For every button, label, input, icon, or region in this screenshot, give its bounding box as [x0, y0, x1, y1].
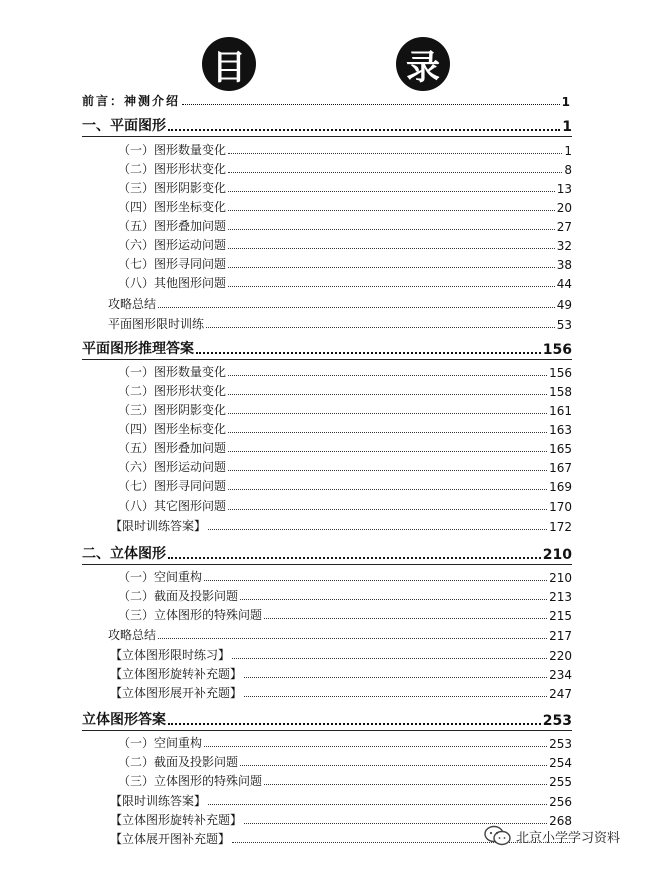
entry-label: （二）图形形状变化 [118, 162, 227, 176]
section-page: 210 [542, 547, 572, 563]
dot-leader [228, 209, 555, 211]
entry-label: 【限时训练答案】 [110, 794, 207, 808]
entry-label: （一）空间重构 [118, 570, 203, 584]
entry-label: 【立体图形旋转补充题】 [110, 667, 243, 681]
entry-page: 165 [549, 442, 572, 456]
toc-entry[interactable] [118, 734, 572, 751]
entry-page: 167 [549, 461, 572, 475]
entry-page: 170 [549, 500, 572, 514]
entry-page: 210 [549, 571, 572, 585]
dot-leader [232, 657, 547, 659]
dot-leader [204, 579, 547, 581]
entry-label: （六）图形运动问题 [118, 460, 227, 474]
entry-page: 255 [549, 775, 572, 789]
dot-leader [208, 803, 547, 805]
section-divider [82, 359, 572, 360]
toc-entry[interactable] [118, 255, 572, 272]
toc-entry[interactable] [118, 568, 572, 585]
dot-leader [228, 393, 547, 395]
entry-label: 攻略总结 [108, 297, 157, 311]
entry-label: 前言：神测介绍 [82, 94, 181, 108]
entry-label: （三）立体图形的特殊问题 [118, 774, 263, 788]
dot-leader [264, 617, 547, 619]
toc-entry[interactable] [118, 439, 572, 456]
entry-page: 217 [549, 629, 572, 643]
dot-leader [196, 351, 541, 354]
entry-page: 20 [556, 201, 572, 215]
toc-entry[interactable] [118, 160, 572, 177]
dot-leader [244, 822, 547, 824]
dot-leader [228, 412, 547, 414]
dot-leader [182, 103, 560, 105]
toc-entry[interactable] [108, 626, 572, 643]
entry-label: 攻略总结 [108, 628, 157, 642]
section-title: 平面图形推理答案 [82, 341, 194, 357]
toc-entry[interactable] [118, 179, 572, 196]
dot-leader [228, 247, 555, 249]
dot-leader [228, 450, 547, 452]
entry-page: 172 [549, 520, 572, 534]
entry-page: 32 [556, 239, 572, 253]
wechat-icon [484, 825, 512, 847]
dot-leader [228, 266, 555, 268]
entry-page: 254 [549, 756, 572, 770]
toc-entry[interactable] [118, 477, 572, 494]
watermark-text: 北京小学学习资料 [516, 830, 621, 846]
entry-page: 27 [556, 220, 572, 234]
toc-section-plane-figures[interactable] [82, 115, 572, 135]
entry-label: （一）空间重构 [118, 736, 203, 750]
toc-entry[interactable] [118, 382, 572, 399]
dot-leader [264, 783, 547, 785]
dot-leader [228, 285, 555, 287]
entry-page: 234 [549, 668, 572, 682]
entry-label: 【立体展开图补充题】 [110, 832, 231, 846]
toc-entry[interactable] [110, 665, 572, 682]
entry-page: 13 [556, 182, 572, 196]
entry-label: （二）截面及投影问题 [118, 589, 239, 603]
toc-entry[interactable] [118, 217, 572, 234]
dot-leader [228, 374, 547, 376]
entry-page: 161 [549, 404, 572, 418]
entry-label: （四）图形坐标变化 [118, 422, 227, 436]
toc-section-solid-answers[interactable] [82, 709, 572, 729]
toc-entry[interactable] [110, 517, 572, 534]
entry-page: 247 [549, 687, 572, 701]
entry-page: 220 [549, 649, 572, 663]
entry-page: 44 [556, 277, 572, 291]
section-divider [82, 564, 572, 565]
dot-leader [240, 764, 547, 766]
entry-label: （四）图形坐标变化 [118, 200, 227, 214]
entry-page: 38 [556, 258, 572, 272]
dot-leader [244, 695, 547, 697]
section-title: 二、立体图形 [82, 546, 166, 562]
entry-page: 213 [549, 590, 572, 604]
dot-leader [228, 508, 547, 510]
entry-page: 268 [549, 814, 572, 828]
section-title: 立体图形答案 [82, 712, 166, 728]
dot-leader [168, 722, 541, 725]
entry-label: （二）截面及投影问题 [118, 755, 239, 769]
entry-label: （八）其它图形问题 [118, 499, 227, 513]
toc-entry[interactable] [108, 315, 572, 332]
toc-entry[interactable] [118, 753, 572, 770]
dot-leader [244, 676, 547, 678]
entry-page: 156 [549, 366, 572, 380]
toc-entry[interactable] [108, 295, 572, 312]
entry-page: 253 [549, 737, 572, 751]
entry-label: （六）图形运动问题 [118, 238, 227, 252]
entry-label: （五）图形叠加问题 [118, 441, 227, 455]
toc-entry[interactable] [118, 772, 572, 789]
toc-entry[interactable] [118, 141, 572, 158]
toc-entry[interactable] [118, 401, 572, 418]
dot-leader [158, 306, 555, 308]
entry-label: （三）立体图形的特殊问题 [118, 608, 263, 622]
dot-leader [228, 228, 555, 230]
entry-label: （二）图形形状变化 [118, 384, 227, 398]
toc-entry[interactable] [118, 587, 572, 604]
entry-label: （八）其他图形问题 [118, 276, 227, 290]
entry-label: 【立体图形限时练习】 [110, 648, 231, 662]
dot-leader [228, 469, 547, 471]
entry-label: （三）图形阴影变化 [118, 403, 227, 417]
entry-label: （三）图形阴影变化 [118, 181, 227, 195]
section-page: 1 [562, 119, 572, 135]
entry-page: 8 [564, 163, 572, 177]
entry-label: 【立体图形展开补充题】 [110, 686, 243, 700]
dot-leader [228, 488, 547, 490]
wechat-watermark [484, 825, 620, 847]
entry-label: （七）图形寻同问题 [118, 257, 227, 271]
section-page: 156 [542, 342, 572, 358]
entry-page: 169 [549, 480, 572, 494]
dot-leader [158, 637, 547, 639]
toc-title [0, 37, 666, 93]
dot-leader [168, 128, 560, 131]
entry-page: 158 [549, 385, 572, 399]
entry-label: （七）图形寻同问题 [118, 479, 227, 493]
toc-entry[interactable] [118, 606, 572, 623]
entry-label: （五）图形叠加问题 [118, 219, 227, 233]
entry-label: 平面图形限时训练 [108, 317, 205, 331]
toc-entry[interactable] [118, 274, 572, 291]
dot-leader [228, 171, 562, 173]
dot-leader [228, 431, 547, 433]
dot-leader [228, 152, 562, 154]
entry-label: （一）图形数量变化 [118, 365, 227, 379]
entry-page: 1 [564, 144, 572, 158]
dot-leader [208, 528, 547, 530]
section-divider [82, 136, 572, 137]
toc-entry[interactable] [118, 497, 572, 514]
entry-page: 53 [556, 318, 572, 332]
entry-label: 【限时训练答案】 [110, 519, 207, 533]
entry-label: 【立体图形旋转补充题】 [110, 813, 243, 827]
toc-entry-preface[interactable] [82, 92, 572, 109]
toc-section-plane-answers[interactable] [82, 338, 572, 358]
entry-label: （一）图形数量变化 [118, 143, 227, 157]
section-divider [82, 730, 572, 731]
dot-leader [228, 190, 555, 192]
toc-entry[interactable] [118, 236, 572, 253]
toc-entry[interactable] [118, 363, 572, 380]
dot-leader [168, 556, 541, 559]
toc-section-solid-figures[interactable] [82, 543, 572, 563]
entry-page: 215 [549, 609, 572, 623]
dot-leader [206, 326, 555, 328]
toc-entry[interactable] [118, 198, 572, 215]
toc-entry[interactable] [118, 458, 572, 475]
title-char-2: 录 [396, 37, 450, 91]
toc-entry[interactable] [110, 684, 572, 701]
section-title: 一、平面图形 [82, 118, 166, 134]
toc-entry[interactable] [118, 420, 572, 437]
toc-entry[interactable] [110, 646, 572, 663]
title-char-1: 目 [202, 37, 256, 91]
toc-entry[interactable] [110, 792, 572, 809]
entry-page: 49 [556, 298, 572, 312]
entry-page: 163 [549, 423, 572, 437]
dot-leader [240, 598, 547, 600]
dot-leader [204, 745, 547, 747]
entry-page: 1 [561, 95, 572, 109]
entry-page: 256 [549, 795, 572, 809]
section-page: 253 [542, 713, 572, 729]
